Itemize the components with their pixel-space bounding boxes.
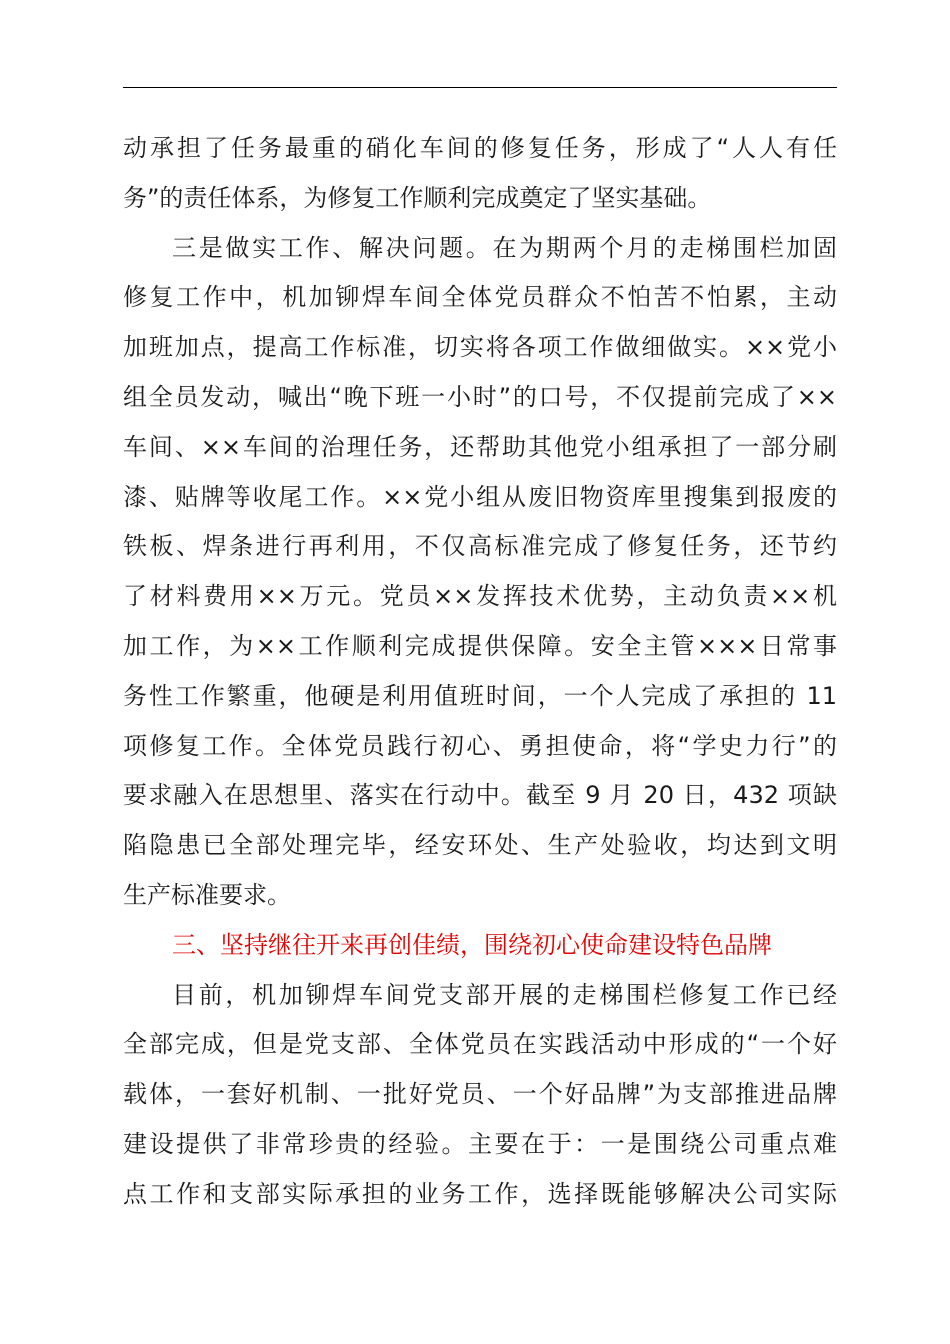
text-line: 加班加点，提高工作标准，切实将各项工作做细做实。××党小 [123,333,837,362]
header-rule [123,87,837,88]
text-line: 动承担了任务最重的硝化车间的修复任务，形成了“人人有任 [123,134,837,162]
text-line: 加工作，为××工作顺利完成提供保障。安全主管×××日常事 [123,631,837,660]
text-line: 目前，机加铆焊车间党支部开展的走梯围栏修复工作已经 [172,980,837,1009]
text-line: 要求融入在思想里、落实在行动中。截至 9 月 20 日，432 项缺 [123,781,837,810]
text-line: 陷隐患已全部处理完毕，经安环处、生产处验收，均达到文明 [123,831,837,860]
text-line: 务”的责任体系，为修复工作顺利完成奠定了坚实基础。 [123,183,712,212]
text-line: 修复工作中，机加铆焊车间全体党员群众不怕苦不怕累，主动 [123,283,837,312]
text-line: 项修复工作。全体党员践行初心、勇担使命，将“学史力行”的 [123,731,837,760]
text-line: 生产标准要求。 [123,880,291,909]
text-line: 务性工作繁重，他硬是利用值班时间，一个人完成了承担的 11 [123,681,837,710]
text-line: 载体，一套好机制、一批好党员、一个好品牌”为支部推进品牌 [123,1080,837,1109]
text-line: 三是做实工作、解决问题。在为期两个月的走梯围栏加固 [172,233,837,262]
text-line: 建设提供了非常珍贵的经验。主要在于：一是围绕公司重点难 [123,1129,837,1158]
document-body [123,124,837,1220]
text-line: 漆、贴牌等收尾工作。××党小组从废旧物资库里搜集到报废的 [123,482,837,511]
section-heading: 三、坚持继往开来再创佳绩，围绕初心使命建设特色品牌 [172,930,772,959]
text-line: 铁板、焊条进行再利用，不仅高标准完成了修复任务，还节约 [123,532,837,561]
text-line: 全部完成，但是党支部、全体党员在实践活动中形成的“一个好 [123,1030,837,1059]
text-line: 了材料费用××万元。党员××发挥技术优势，主动负责××机 [123,582,837,611]
text-line: 点工作和支部实际承担的业务工作，选择既能够解决公司实际 [123,1179,837,1208]
text-line: 组全员发动，喊出“晚下班一小时”的口号，不仅提前完成了×× [123,382,837,411]
text-line: 车间、××车间的治理任务，还帮助其他党小组承担了一部分刷 [123,432,837,461]
